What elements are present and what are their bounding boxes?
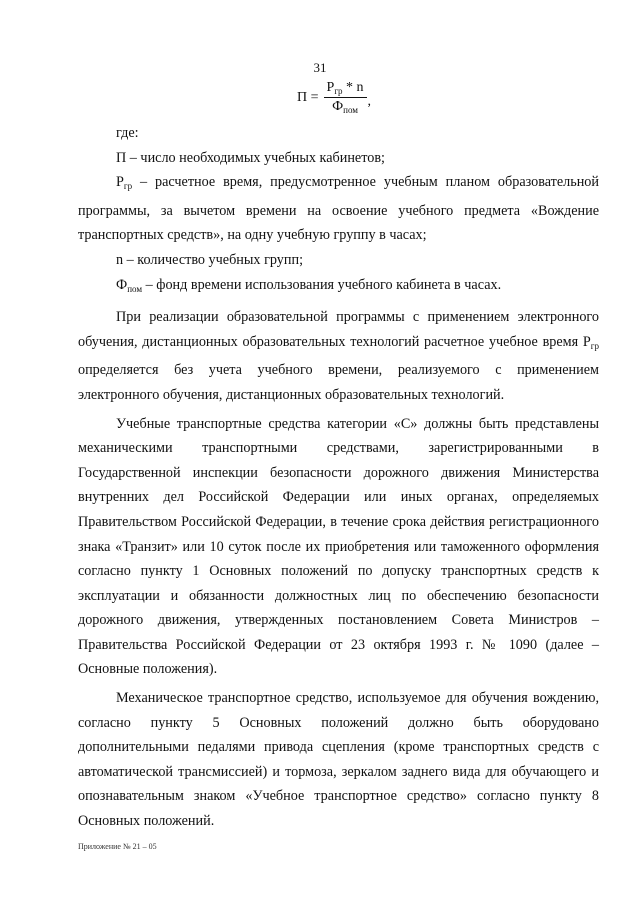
numerator-rest: * n <box>342 80 364 95</box>
n-definition: n – количество учебных групп; <box>116 251 304 268</box>
rgr-definition <box>78 170 599 248</box>
formula-fraction <box>324 80 367 115</box>
formula-comma: , <box>367 93 372 109</box>
denominator-subscript: пом <box>343 105 358 115</box>
elearning-text: При реализации образовательной программы с применением электронного обучения, дистанционных образовательных технологий расчетное учебное время Р <box>78 309 599 350</box>
classroom-count-formula <box>297 80 371 115</box>
vehicles-paragraph: Учебные транспортные средства категории «С» должны быть представлены механическими транспортными средствами, зарегистрированными в Государственной инспекции безопасности дорожного движения Министерства внутренних дел Российской Федерации или иных органах, определяемых Правительством Российской Федерации, в течение срока действия регистрационного знака «Транзит» или 10 суток после их приобретения или таможенного оформления согласно пункту 1 Основных положений по допуску транспортных средств к эксплуатации и обязанности должностных лиц по обеспечению безопасности дорожного движения, утвержденных постановлением Совета Министров – Правительства Российской Федерации от 23 октября 1993 г. № 1090 (далее – Основные положения). <box>78 415 599 678</box>
numerator-symbol: Р <box>326 80 335 95</box>
elearning-paragraph <box>78 305 599 407</box>
formula-numerator <box>324 80 367 98</box>
elearning-rest: определяется без учета учебного времени, реализуемого с применением электронного обучения, дистанционных образовательных технологий. <box>78 362 599 403</box>
p-definition: П – число необходимых учебных кабинетов; <box>116 149 385 166</box>
where-label: где: <box>116 125 139 141</box>
denominator-symbol: Ф <box>332 99 344 114</box>
fpom-text: – фонд времени использования учебного кабинета в часах. <box>142 276 502 293</box>
rgr-text: – расчетное время, предусмотренное учебным планом образовательной программы, за вычетом времени на освоение учебного предмета «Вождение транспортных средств», на одну учебную группу в часах; <box>78 174 599 244</box>
numerator-subscript: гр <box>334 86 343 96</box>
fpom-subscript: пом <box>127 283 143 294</box>
elearning-subscript: гр <box>590 340 599 351</box>
mechanical-vehicle-paragraph: Механическое транспортное средство, используемое для обучения вождению, согласно пункту 5 Основных положений должно быть оборудовано дополнительными педалями привода сцепления (кроме транспортных средств с автоматической трансмиссией) и тормоза, зеркалом заднего вида для обучающего и опознавательным знаком «Учебное транспортное средство» согласно пункту 8 Основных положений. <box>78 690 599 830</box>
formula-lhs: П = <box>297 89 319 105</box>
rgr-symbol: Р <box>116 174 124 191</box>
footer-appendix-label: Приложение № 21 – 05 <box>78 842 157 851</box>
fpom-symbol: Ф <box>116 276 128 293</box>
fpom-definition <box>78 273 599 302</box>
document-body <box>78 121 599 834</box>
formula-denominator <box>329 98 361 115</box>
rgr-subscript: гр <box>123 181 133 192</box>
page-number: 31 <box>313 60 327 75</box>
